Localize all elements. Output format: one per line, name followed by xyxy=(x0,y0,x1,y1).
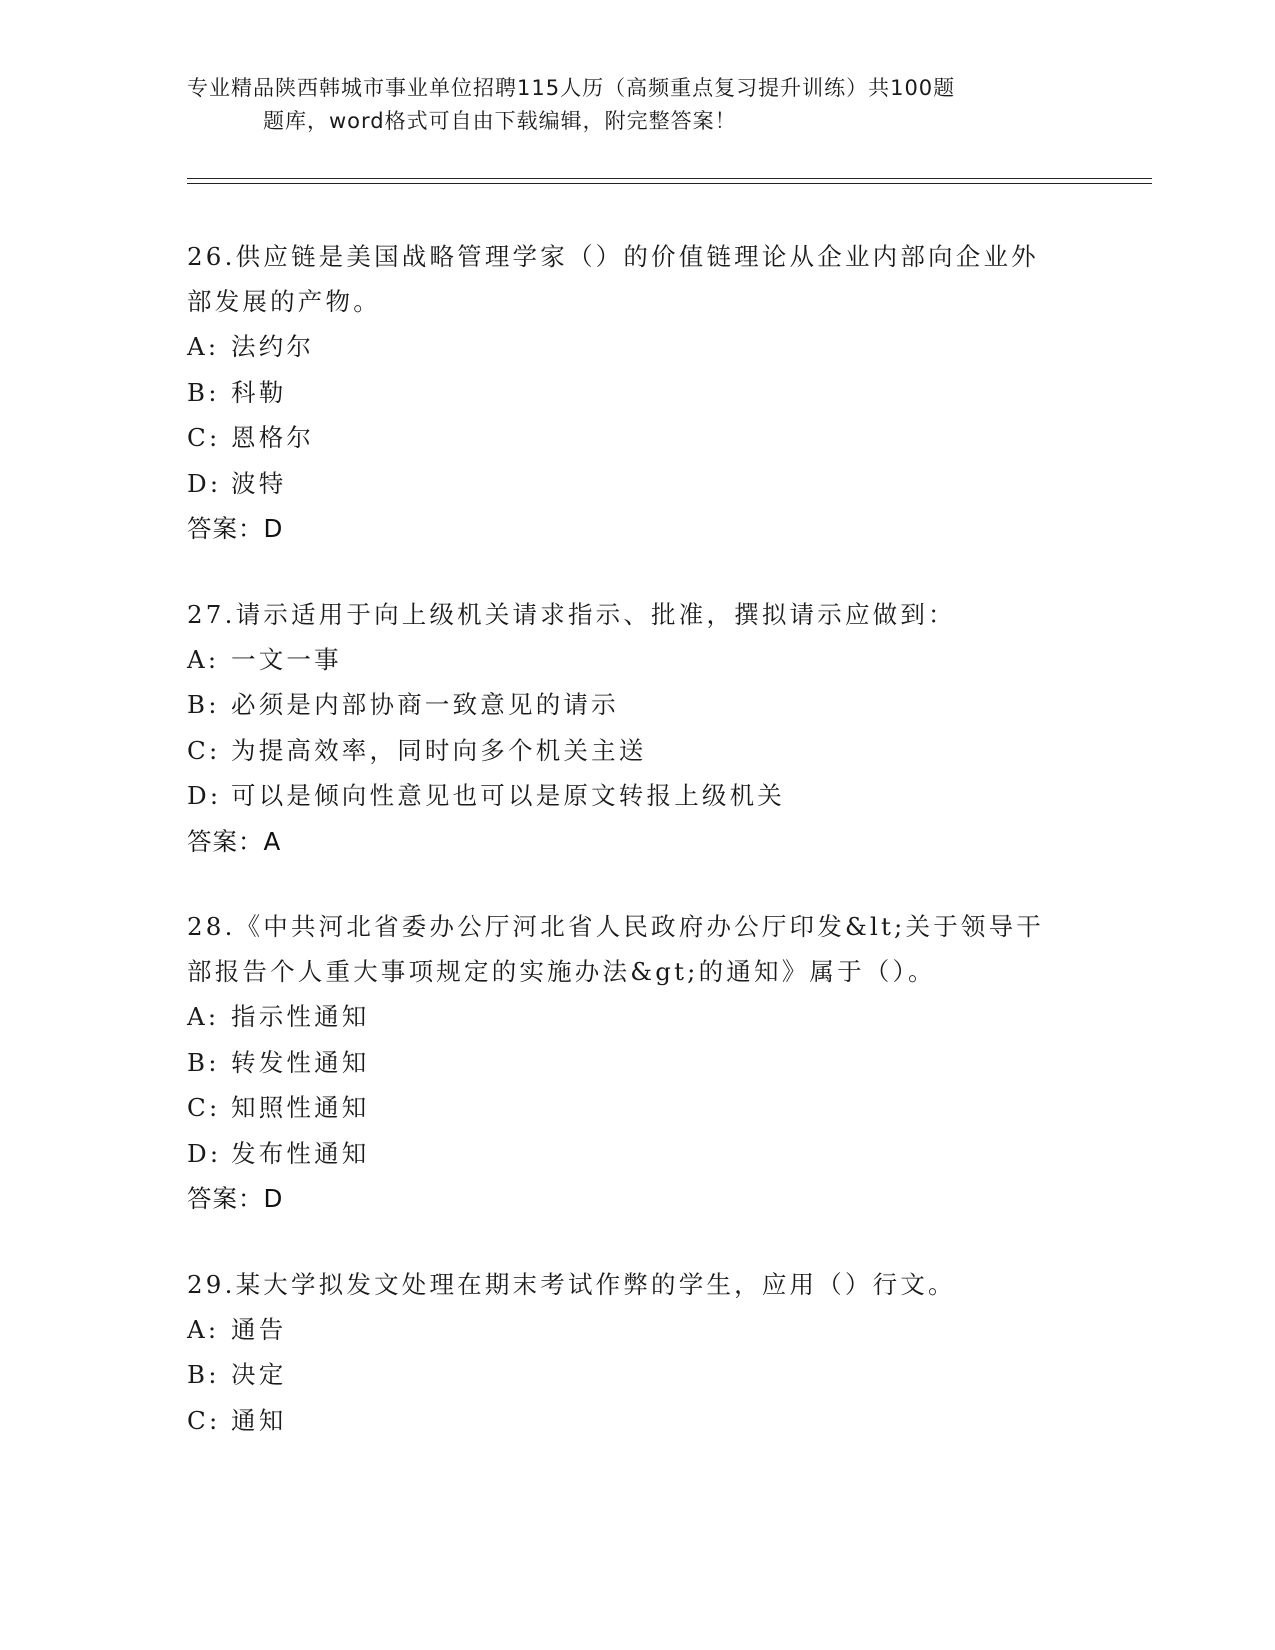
option-c xyxy=(187,1085,1087,1131)
header-title-line-2: 题库，word格式可自由下载编辑，附完整答案！ xyxy=(263,109,737,133)
option-text: 发布性通知 xyxy=(231,1138,370,1168)
option-text: 通告 xyxy=(231,1314,287,1344)
option-a xyxy=(187,324,1087,370)
header-divider-bottom xyxy=(187,183,1152,184)
option-text: 决定 xyxy=(231,1360,287,1389)
option-letter: D: xyxy=(187,468,222,498)
question-29 xyxy=(187,1262,1087,1444)
question-stem-line-2: 部发展的产物。 xyxy=(187,287,381,316)
header-title-line-1: 专业精品陕西韩城市事业单位招聘115人历（高频重点复习提升训练）共100题 xyxy=(187,76,956,100)
answer-line: 答案：D xyxy=(187,514,284,543)
option-a xyxy=(187,637,1087,683)
option-letter: C: xyxy=(187,423,221,452)
question-list xyxy=(187,234,1087,1483)
question-27 xyxy=(187,592,1087,865)
option-letter: B: xyxy=(187,377,220,407)
option-b xyxy=(187,682,1087,728)
option-d xyxy=(187,1131,1087,1177)
option-letter: B: xyxy=(187,690,220,719)
document-header xyxy=(187,72,1087,138)
option-text: 一文一事 xyxy=(231,644,342,674)
answer-line: 答案：D xyxy=(187,1184,284,1213)
option-c xyxy=(187,1398,1087,1444)
option-letter: A: xyxy=(187,332,220,361)
option-letter: C: xyxy=(187,735,221,765)
option-c xyxy=(187,728,1087,774)
option-c xyxy=(187,415,1087,461)
question-stem-line-1: 28.《中共河北省委办公厅河北省人民政府办公厅印发&lt;关于领导干 xyxy=(187,912,1045,941)
option-b xyxy=(187,1040,1087,1086)
option-letter: C: xyxy=(187,1405,221,1435)
question-stem-line-2: 部报告个人重大事项规定的实施办法&gt;的通知》属于（）。 xyxy=(187,957,936,986)
option-letter: D: xyxy=(187,1138,222,1168)
option-text: 知照性通知 xyxy=(231,1093,370,1122)
option-d xyxy=(187,773,1087,819)
option-letter: B: xyxy=(187,1047,220,1077)
option-letter: A: xyxy=(187,644,220,674)
option-b xyxy=(187,1352,1087,1398)
question-stem-line-1: 29.某大学拟发文处理在期末考试作弊的学生，应用（）行文。 xyxy=(187,1269,956,1299)
option-text: 法约尔 xyxy=(231,332,315,361)
option-letter: A: xyxy=(187,1314,220,1344)
option-text: 指示性通知 xyxy=(231,1002,370,1031)
option-text: 为提高效率，同时向多个机关主送 xyxy=(231,735,647,765)
option-text: 转发性通知 xyxy=(231,1047,370,1077)
question-26 xyxy=(187,234,1087,552)
option-a xyxy=(187,1307,1087,1353)
option-letter: A: xyxy=(187,1002,220,1031)
answer-line: 答案：A xyxy=(187,826,282,856)
option-b xyxy=(187,370,1087,416)
option-letter: B: xyxy=(187,1360,220,1389)
option-text: 科勒 xyxy=(231,377,287,407)
option-d xyxy=(187,461,1087,507)
option-letter: C: xyxy=(187,1093,221,1122)
option-letter: D: xyxy=(187,781,222,810)
option-text: 必须是内部协商一致意见的请示 xyxy=(231,690,619,719)
question-stem-line-1: 27.请示适用于向上级机关请求指示、批准，撰拟请示应做到： xyxy=(187,599,956,629)
option-text: 波特 xyxy=(231,468,287,498)
header-divider-top xyxy=(187,178,1152,179)
option-a xyxy=(187,994,1087,1040)
question-stem-line-1: 26.供应链是美国战略管理学家（）的价值链理论从企业内部向企业外 xyxy=(187,242,1039,271)
option-text: 恩格尔 xyxy=(231,423,315,452)
option-text: 可以是倾向性意见也可以是原文转报上级机关 xyxy=(231,781,785,810)
option-text: 通知 xyxy=(231,1405,287,1435)
question-28 xyxy=(187,904,1087,1222)
